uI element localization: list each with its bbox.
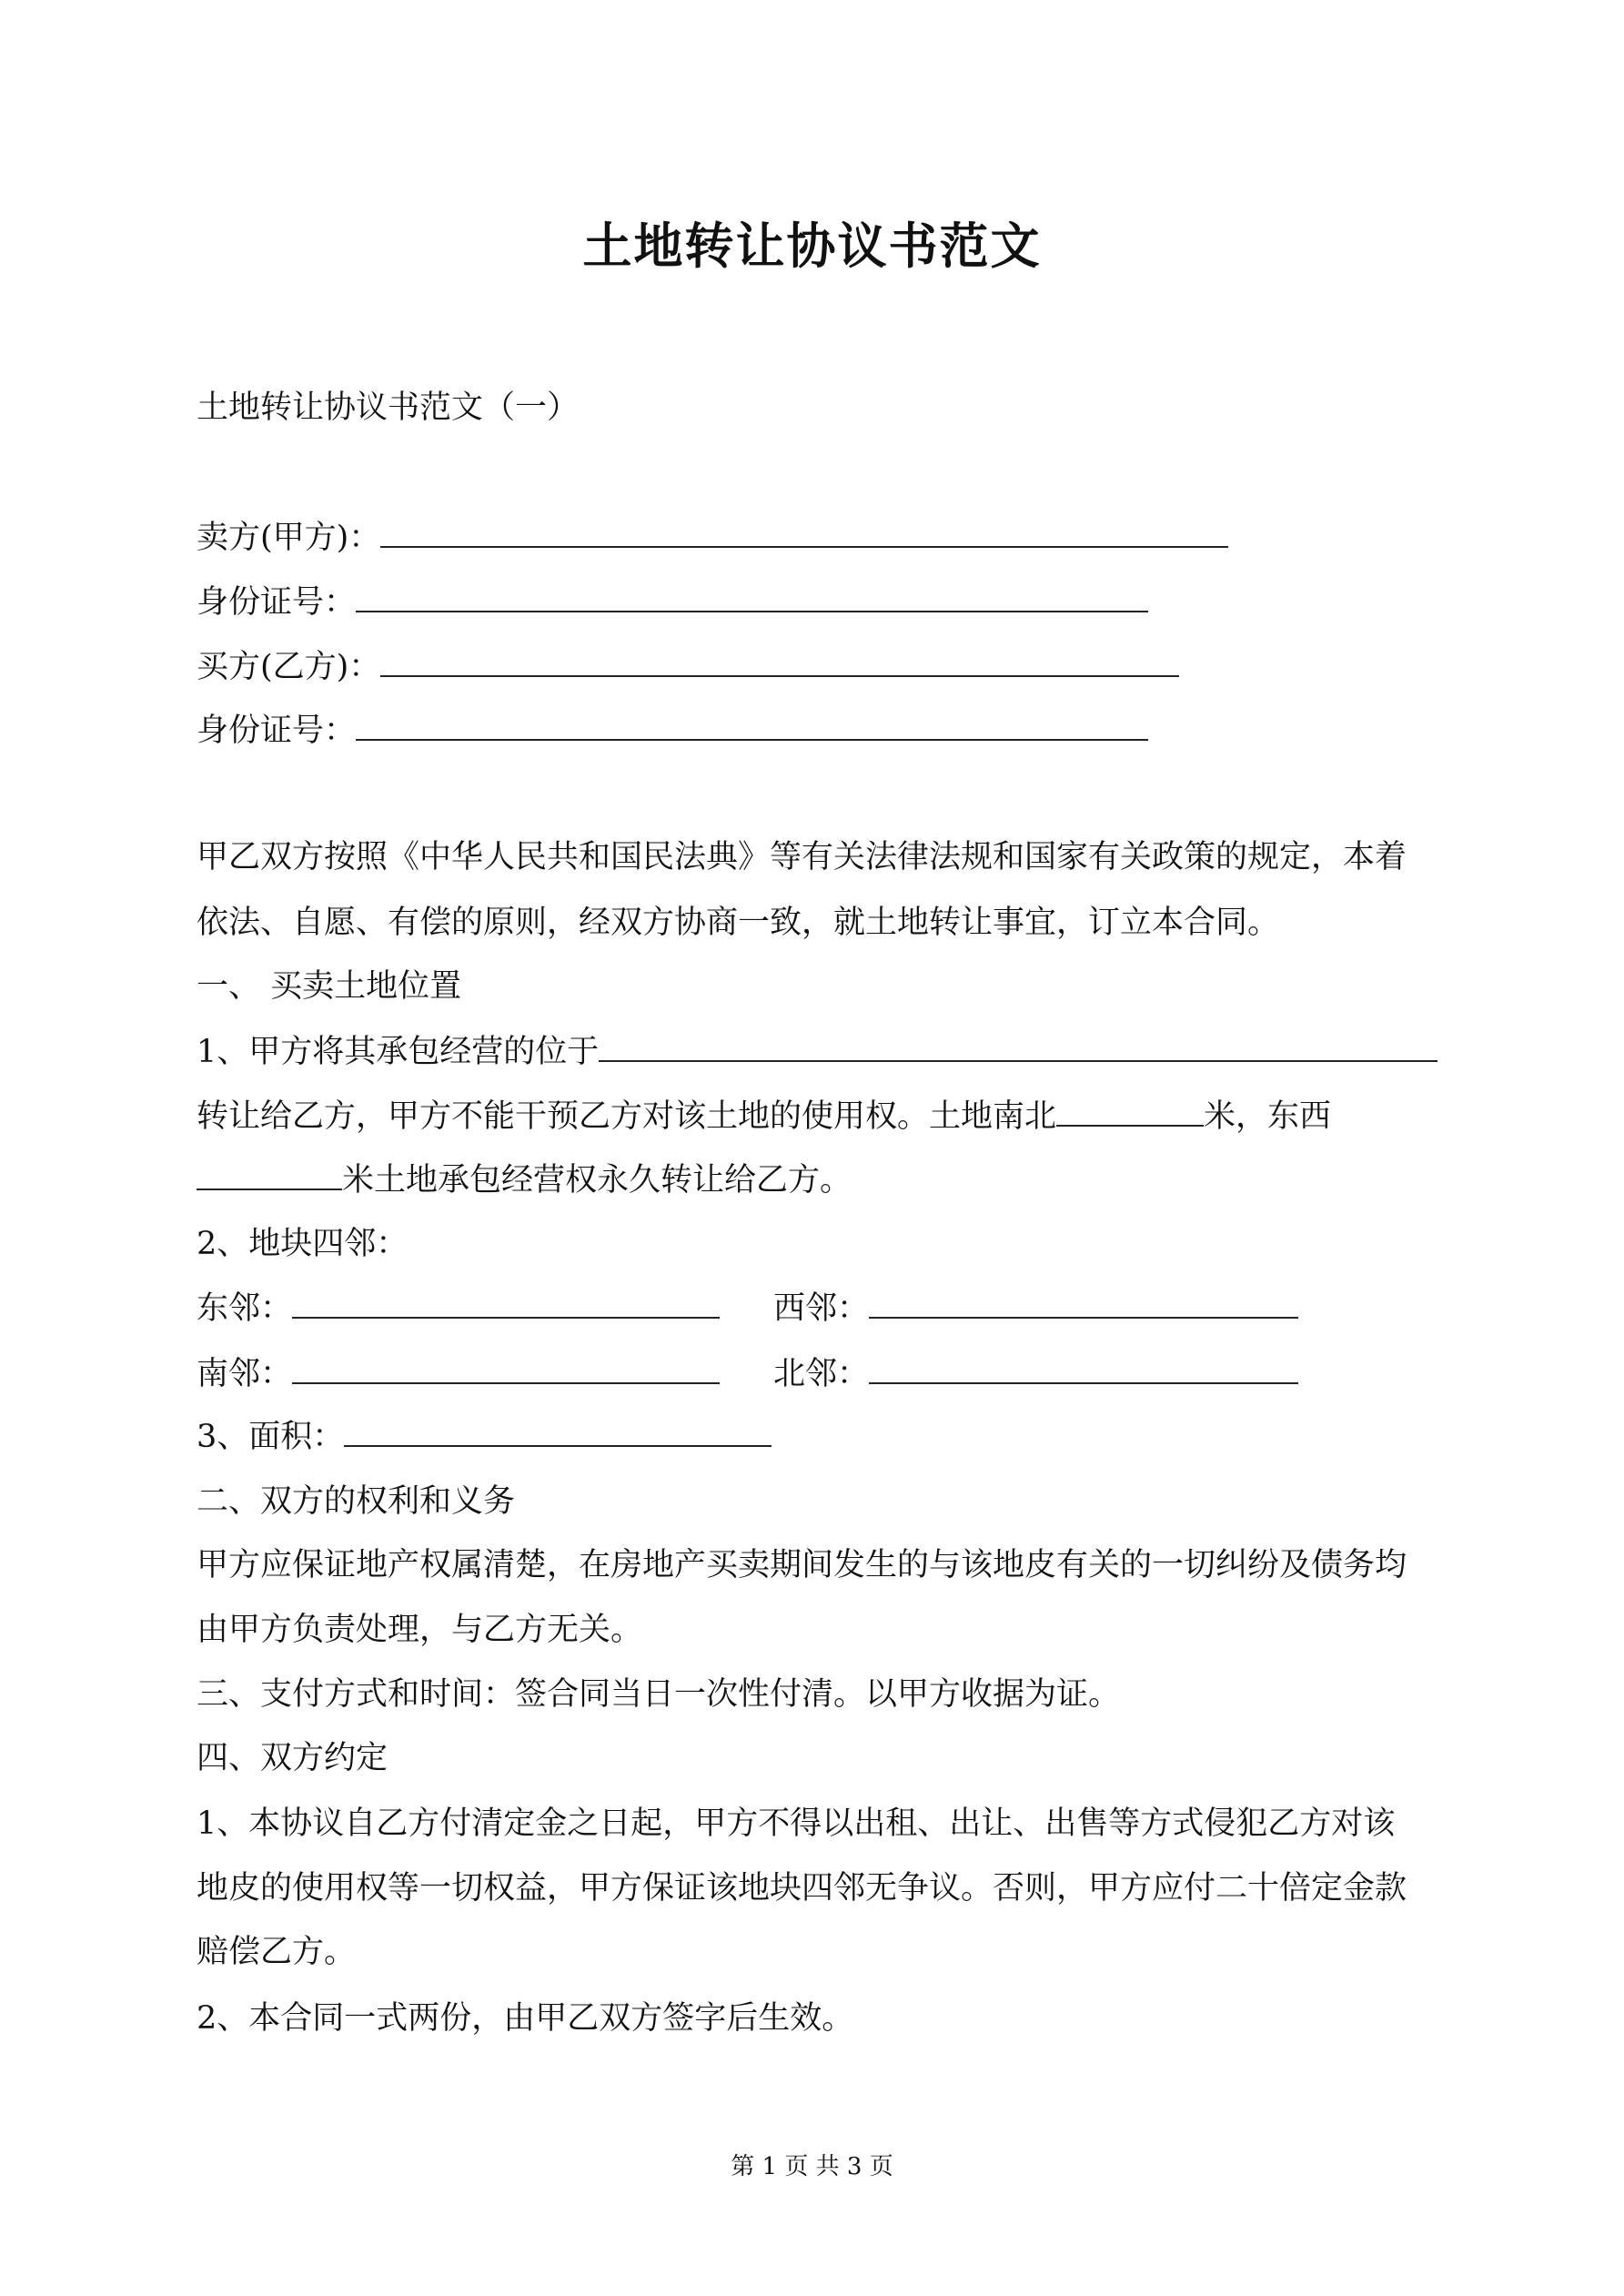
section-heading: 二、双方的权利和义务 (197, 1483, 516, 1520)
seller-id-field (197, 580, 1148, 624)
clause-line (197, 1029, 1437, 1074)
west-blank (869, 1286, 1298, 1319)
intro-line: 依法、自愿、有偿的原则，经双方协商一致，就土地转让事宜，订立本合同。 (197, 905, 1280, 941)
section-heading: 三、支付方式和时间：签合同当日一次性付清。以甲方收据为证。 (197, 1676, 1121, 1713)
seller-id-label: 身份证号： (197, 584, 357, 621)
location-blank (599, 1029, 1437, 1062)
south-blank (292, 1351, 720, 1384)
page-number: 第 1 页 共 3 页 (731, 2153, 893, 2180)
section-heading: 四、双方约定 (197, 1740, 388, 1776)
clause-text: 转让给乙方，甲方不能干预乙方对该土地的使用权。土地南北 (197, 1098, 1057, 1135)
buyer-field (197, 644, 1179, 689)
section-heading: 一、 买卖土地位置 (197, 968, 462, 1005)
buyer-id-blank (356, 708, 1148, 741)
neighbors-row (197, 1351, 1379, 1396)
subtitle: 土地转让协议书范文（一） (197, 389, 580, 426)
east-blank (292, 1286, 720, 1319)
clause-line: 2、本合同一式两份，由甲乙双方签字后生效。 (197, 2000, 854, 2037)
clause-text: 1、甲方将其承包经营的位于 (197, 1034, 600, 1070)
north-label: 北邻： (773, 1356, 870, 1392)
seller-label: 卖方(甲方)： (197, 520, 381, 556)
clause-text: 米，东西 (1204, 1098, 1332, 1135)
south-label: 南邻： (197, 1356, 293, 1392)
clause-line: 地皮的使用权等一切权益，甲方保证该地块四邻无争议。否则，甲方应付二十倍定金款 (197, 1870, 1407, 1907)
clause-line: 甲方应保证地产权属清楚，在房地产买卖期间发生的与该地皮有关的一切纠纷及债务均 (197, 1547, 1407, 1583)
clause-line: 由甲方负责处理，与乙方无关。 (197, 1612, 643, 1648)
area-label: 3、面积： (197, 1419, 345, 1455)
clause-line (197, 1158, 852, 1202)
seller-field (197, 515, 1228, 560)
clause-line: 2、地块四邻： (197, 1226, 409, 1262)
north-blank (869, 1351, 1298, 1384)
intro-line: 甲乙双方按照《中华人民共和国民法典》等有关法律法规和国家有关政策的规定，本着 (197, 839, 1407, 875)
clause-line: 1、本协议自乙方付清定金之日起，甲方不得以出租、出让、出售等方式侵犯乙方对该 (197, 1805, 1396, 1842)
buyer-blank (380, 644, 1179, 677)
east-label: 东邻： (197, 1290, 293, 1327)
area-field (197, 1414, 772, 1459)
document-title: 土地转让协议书范文 (582, 217, 1042, 275)
buyer-id-field (197, 708, 1148, 753)
neighbors-row (197, 1286, 1379, 1330)
west-label: 西邻： (773, 1290, 870, 1327)
clause-text: 米土地承包经营权永久转让给乙方。 (342, 1162, 852, 1199)
buyer-id-label: 身份证号： (197, 713, 357, 749)
seller-id-blank (356, 580, 1148, 612)
ew-length-blank (197, 1158, 342, 1190)
seller-blank (380, 515, 1228, 548)
clause-line (197, 1094, 1331, 1138)
clause-line: 赔偿乙方。 (197, 1934, 357, 1970)
area-blank (344, 1414, 772, 1447)
ns-length-blank (1056, 1094, 1204, 1127)
buyer-label: 买方(乙方)： (197, 649, 381, 685)
